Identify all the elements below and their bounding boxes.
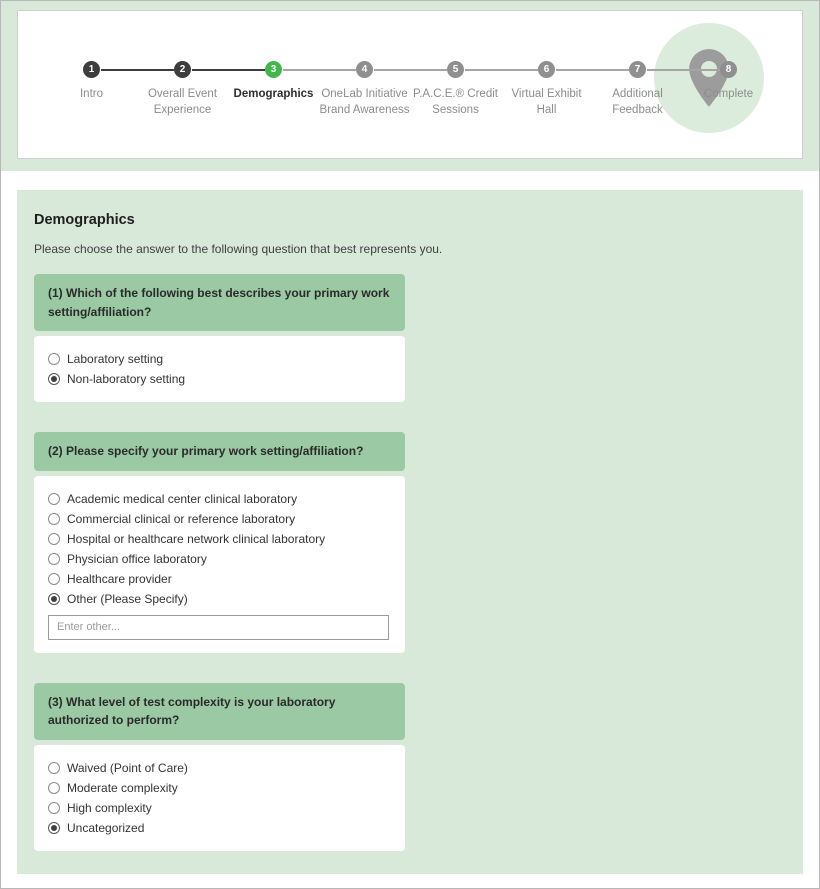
step-circle[interactable]: 4 <box>356 61 373 78</box>
radio-button[interactable] <box>48 353 60 365</box>
other-input[interactable] <box>48 615 389 640</box>
option-label: Other (Please Specify) <box>67 591 188 606</box>
radio-option[interactable] <box>48 489 391 509</box>
top-band <box>1 1 819 171</box>
radio-button[interactable] <box>48 762 60 774</box>
radio-option[interactable] <box>48 758 391 778</box>
step-connector <box>374 69 447 71</box>
radio-option[interactable] <box>48 509 391 529</box>
question-block-2 <box>34 432 405 653</box>
radio-option[interactable] <box>48 589 391 609</box>
option-label: Hospital or healthcare network clinical laboratory <box>67 531 326 546</box>
progress-stepper <box>46 61 774 118</box>
question-header: (3) What level of test complexity is your laboratory authorized to perform? <box>34 683 405 740</box>
question-block-1 <box>34 274 405 402</box>
radio-button[interactable] <box>48 553 60 565</box>
option-label: Waived (Point of Care) <box>67 760 188 775</box>
step-circle[interactable]: 8 <box>720 61 737 78</box>
step-circle[interactable]: 2 <box>174 61 191 78</box>
step-label: P.A.C.E.® Credit Sessions <box>413 88 498 117</box>
step-connector <box>283 69 356 71</box>
survey-panel <box>17 190 803 874</box>
option-label: High complexity <box>67 800 152 815</box>
question-header: (2) Please specify your primary work setting/affiliation? <box>34 432 405 471</box>
radio-button[interactable] <box>48 373 60 385</box>
page-title: Demographics <box>34 212 135 228</box>
radio-option[interactable] <box>48 778 391 798</box>
step-label: Complete <box>703 88 754 100</box>
option-label: Non-laboratory setting <box>67 372 186 387</box>
radio-option[interactable] <box>48 818 391 838</box>
radio-option[interactable] <box>48 569 391 589</box>
step-label: Overall Event Experience <box>147 88 218 117</box>
step-connector <box>556 69 629 71</box>
radio-button[interactable] <box>48 573 60 585</box>
option-label: Moderate complexity <box>67 780 178 795</box>
option-label: Commercial clinical or reference laboratory <box>67 511 296 526</box>
stepper-card <box>17 10 803 159</box>
step-label: OneLab Initiative Brand Awareness <box>319 88 410 117</box>
step-circle[interactable]: 6 <box>538 61 555 78</box>
step-connector <box>465 69 538 71</box>
radio-button[interactable] <box>48 533 60 545</box>
option-label: Physician office laboratory <box>67 551 207 566</box>
radio-option[interactable] <box>48 529 391 549</box>
radio-button[interactable] <box>48 782 60 794</box>
answer-card <box>34 336 405 402</box>
step-connector <box>647 69 720 71</box>
step-circle[interactable]: 1 <box>83 61 100 78</box>
radio-option[interactable] <box>48 798 391 818</box>
stepper-step-complete[interactable] <box>683 61 774 118</box>
question-header: (1) Which of the following best describes your primary work setting/affiliation? <box>34 274 405 331</box>
radio-button[interactable] <box>48 822 60 834</box>
step-label: Additional Feedback <box>612 88 663 117</box>
radio-option[interactable] <box>48 549 391 569</box>
step-label: Intro <box>79 88 103 100</box>
step-connector <box>101 69 174 71</box>
option-label: Healthcare provider <box>67 571 172 586</box>
radio-option[interactable] <box>48 369 391 389</box>
option-label: Academic medical center clinical laboratory <box>67 491 298 506</box>
step-label: Demographics <box>233 88 314 100</box>
option-label: Uncategorized <box>67 820 145 835</box>
step-label: Virtual Exhibit Hall <box>511 88 582 117</box>
radio-button[interactable] <box>48 802 60 814</box>
step-circle[interactable]: 7 <box>629 61 646 78</box>
step-circle[interactable]: 3 <box>265 61 282 78</box>
radio-button[interactable] <box>48 513 60 525</box>
radio-button[interactable] <box>48 593 60 605</box>
step-circle[interactable]: 5 <box>447 61 464 78</box>
question-block-3 <box>34 683 405 851</box>
step-connector <box>192 69 265 71</box>
answer-card <box>34 476 405 653</box>
page-subtitle: Please choose the answer to the following question that best represents you. <box>34 242 443 256</box>
radio-option[interactable] <box>48 349 391 369</box>
answer-card <box>34 745 405 851</box>
radio-button[interactable] <box>48 493 60 505</box>
option-label: Laboratory setting <box>67 352 164 367</box>
